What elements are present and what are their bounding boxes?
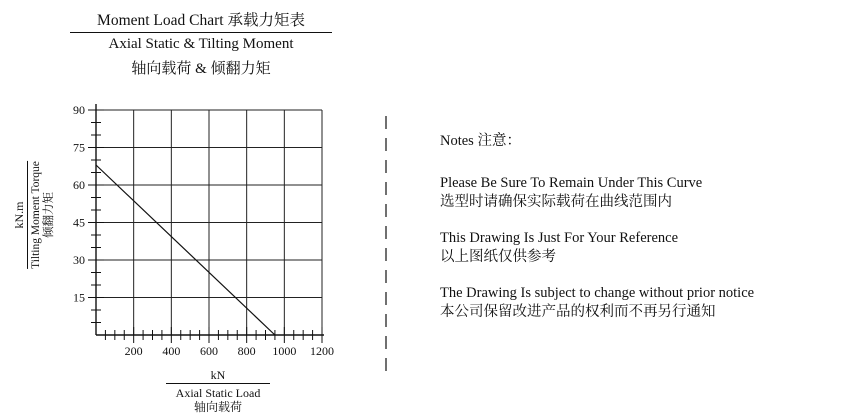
note-text-en: This Drawing Is Just For Your Reference [440, 230, 679, 246]
y-tick-label: 60 [73, 178, 85, 192]
chart-subtitle-cn: 轴向载荷 & 倾翻力矩 [131, 61, 271, 77]
x-axis-unit: kN [210, 368, 226, 382]
y-tick-label: 15 [73, 290, 85, 305]
y-axis-unit: kN.m [12, 201, 26, 229]
x-tick-label: 1200 [310, 344, 334, 358]
x-tick-label: 600 [200, 344, 218, 358]
notes-panel [440, 132, 840, 339]
y-axis-label-cn: 倾翻力矩 [43, 192, 55, 239]
chart-subtitle-en: Axial Static & Tilting Moment [108, 36, 294, 52]
y-tick-label: 45 [73, 215, 85, 230]
x-axis-label-divider [166, 383, 270, 384]
y-tick-label: 75 [73, 140, 85, 155]
note-text-cn: 选型时请确保实际载荷在曲线范围内 [440, 194, 672, 210]
x-tick-label: 1000 [272, 344, 297, 358]
x-axis-label-block [166, 368, 270, 414]
note-item [440, 284, 840, 322]
dashed-divider [385, 116, 387, 374]
x-tick-label: 400 [162, 344, 181, 358]
load-curve [96, 165, 275, 335]
note-text-cn: 本公司保留改进产品的权利而不再另行通知 [440, 304, 716, 320]
x-tick-label: 200 [124, 344, 143, 358]
y-axis-label: Tilting Moment Torque [30, 161, 42, 269]
x-tick-label: 800 [237, 344, 256, 358]
note-text-cn: 以上图纸仅供参考 [440, 249, 556, 265]
notes-heading: Notes 注意： [440, 133, 521, 149]
x-axis-label: Axial Static Load [175, 386, 261, 400]
tick-labels [73, 103, 334, 358]
axes [88, 104, 324, 343]
y-tick-label: 90 [73, 103, 85, 117]
grid-lines [96, 110, 322, 335]
note-text-en: Please Be Sure To Remain Under This Curve [440, 175, 703, 191]
note-item [440, 174, 840, 212]
series-lines [96, 165, 275, 335]
y-tick-label: 30 [73, 253, 85, 267]
note-text-en: The Drawing Is subject to change without prior notice [440, 285, 755, 301]
chart-title: Moment Load Chart 承载力矩表 [97, 12, 305, 29]
x-axis-label-cn: 轴向载荷 [193, 400, 242, 414]
note-item [440, 229, 840, 267]
moment-load-chart [0, 0, 384, 368]
